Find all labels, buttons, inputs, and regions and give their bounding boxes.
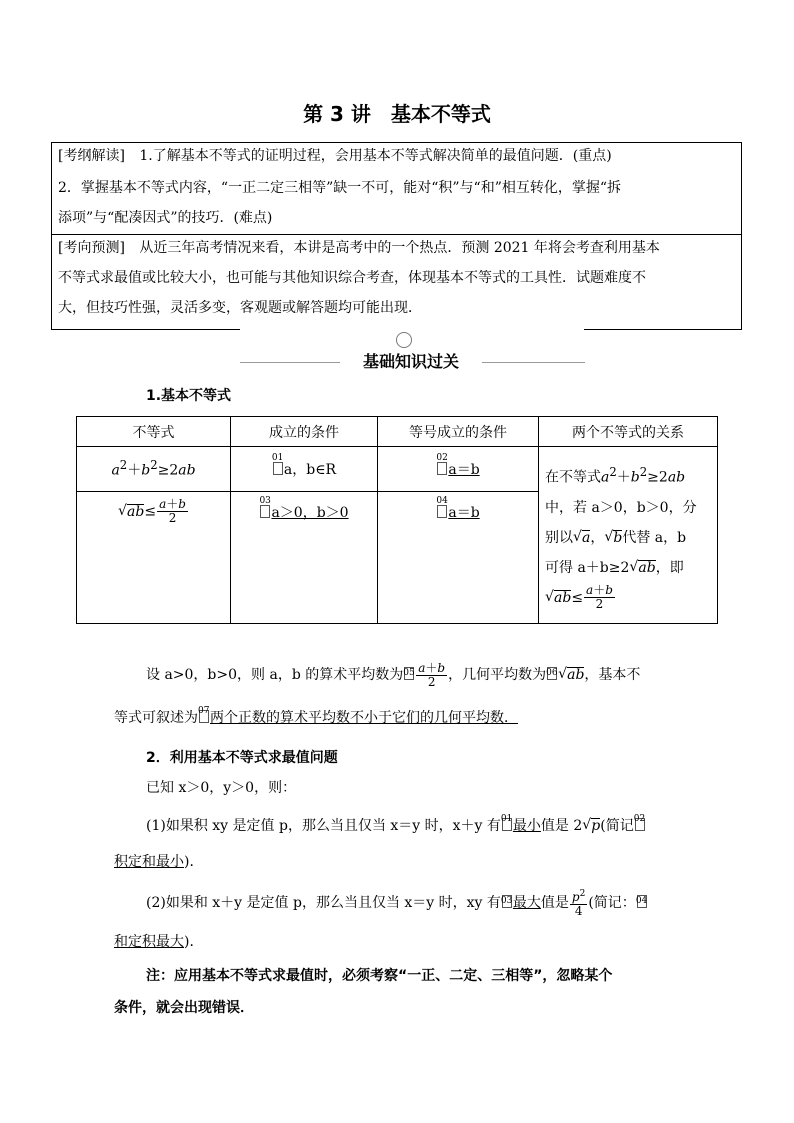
blank-mark: 05 <box>403 668 415 678</box>
blank-mark: 01 <box>273 462 283 475</box>
kaoxiang-tag: [考向预测] <box>58 240 125 256</box>
item1-line2: 积定和最小)． <box>114 854 204 870</box>
s2-heading: 2．利用基本不等式求最值问题 <box>146 750 338 766</box>
blank-mark: 03 <box>500 896 513 906</box>
kaoxiang-line2: 不等式求最值或比较大小，也可能与其他知识综合考查，体现基本不等式的工具性．试题难度不 <box>58 270 646 286</box>
blank-mark: 02 <box>635 818 645 831</box>
section-heading: 基础知识过关 <box>340 351 482 373</box>
note-line2: 条件，就会出现错误． <box>114 1000 254 1016</box>
leaf-icon <box>396 332 412 348</box>
th-relation: 两个不等式的关系 <box>539 417 718 447</box>
note-line1: 注：应用基本不等式求最值时，必须考察“一正、二定、三相等”，忽略某个 <box>146 968 613 984</box>
s1-heading: 1.基本不等式 <box>146 388 232 404</box>
blank-mark: 03 <box>260 505 270 518</box>
cell-eq-1: 02 a＝b <box>378 447 539 492</box>
item2-line1: (2)如果和 x＋y 是定值 p，那么当且仅当 x＝y 时，xy 有 03 最大值是 $\frac{p^2}{4}$ (简记： 04 <box>146 889 648 918</box>
inequality-table <box>76 416 718 624</box>
page-title: 第 3 讲 基本不等式 <box>303 102 491 126</box>
kaoxiang-line1: [考向预测] 从近三年高考情况来看，本讲是高考中的一个热点．预测 2021 年将会考查利用基本 <box>58 240 660 256</box>
cell-eq-2: 04 a＝b <box>378 492 539 624</box>
kaogang-tag: [考纲解读] <box>58 148 125 164</box>
blank-mark: 02 <box>437 462 447 475</box>
kaoxiang-line3: 大，但技巧性强，灵活多变，客观题或解答题均可能出现． <box>58 300 422 316</box>
box-divider <box>51 234 742 235</box>
cell-cond-2: 03 a＞0，b＞0 <box>231 492 378 624</box>
blank-mark: 01 <box>502 818 512 831</box>
blank-mark: 04 <box>437 505 447 518</box>
th-condition: 成立的条件 <box>231 417 378 447</box>
para1-line1: 设 a>0，b>0，则 a，b 的算术平均数为 05 $\frac{a+b}{2}$ ，几何平均数为 06 √ ab，基本不 <box>146 660 640 690</box>
box-gap <box>240 326 584 334</box>
cell-relation: 在不等式$a^2+b^2\ge 2ab$ 中，若 a＞0，b＞0，分 别以√ a，√ b代替 a，b 可得 a＋b≥2√ ab，即 √ ab≤ $\frac{a+b}{2}$ <box>539 447 718 624</box>
cell-ineq-1: $a^2+b^2\ge 2ab$ <box>77 447 231 492</box>
blank-mark: 04 <box>635 896 648 906</box>
kaogang-line2: 2．掌握基本不等式内容，“一正二定三相等”缺一不可，能对“积”与“和”相互转化，掌握“拆 <box>58 180 622 196</box>
s2-given: 已知 x＞0，y＞0，则： <box>146 780 297 796</box>
kaogang-line3: 添项”与“配凑因式”的技巧．(难点) <box>58 210 273 226</box>
cell-cond-1: 01 a，b∈R <box>231 447 378 492</box>
cell-ineq-2: √ ab≤ $\frac{a+b}{2}$ <box>77 492 231 624</box>
kaogang-line1: [考纲解读] 1.了解基本不等式的证明过程，会用基本不等式解决简单的最值问题．(重点) <box>58 148 612 164</box>
item1-line1: (1)如果积 xy 是定值 p，那么当且仅当 x＝y 时，x＋y 有 01 最小值是 2√ p(简记 02 <box>146 816 646 836</box>
th-inequality: 不等式 <box>77 417 231 447</box>
blank-mark: 07 <box>199 710 209 723</box>
para1-line2: 等式可叙述为 07 两个正数的算术平均数不小于它们的几何平均数． <box>114 706 518 726</box>
th-equality: 等号成立的条件 <box>378 417 539 447</box>
blank-mark: 06 <box>546 668 558 678</box>
item2-line2: 和定积最大)． <box>114 934 204 950</box>
